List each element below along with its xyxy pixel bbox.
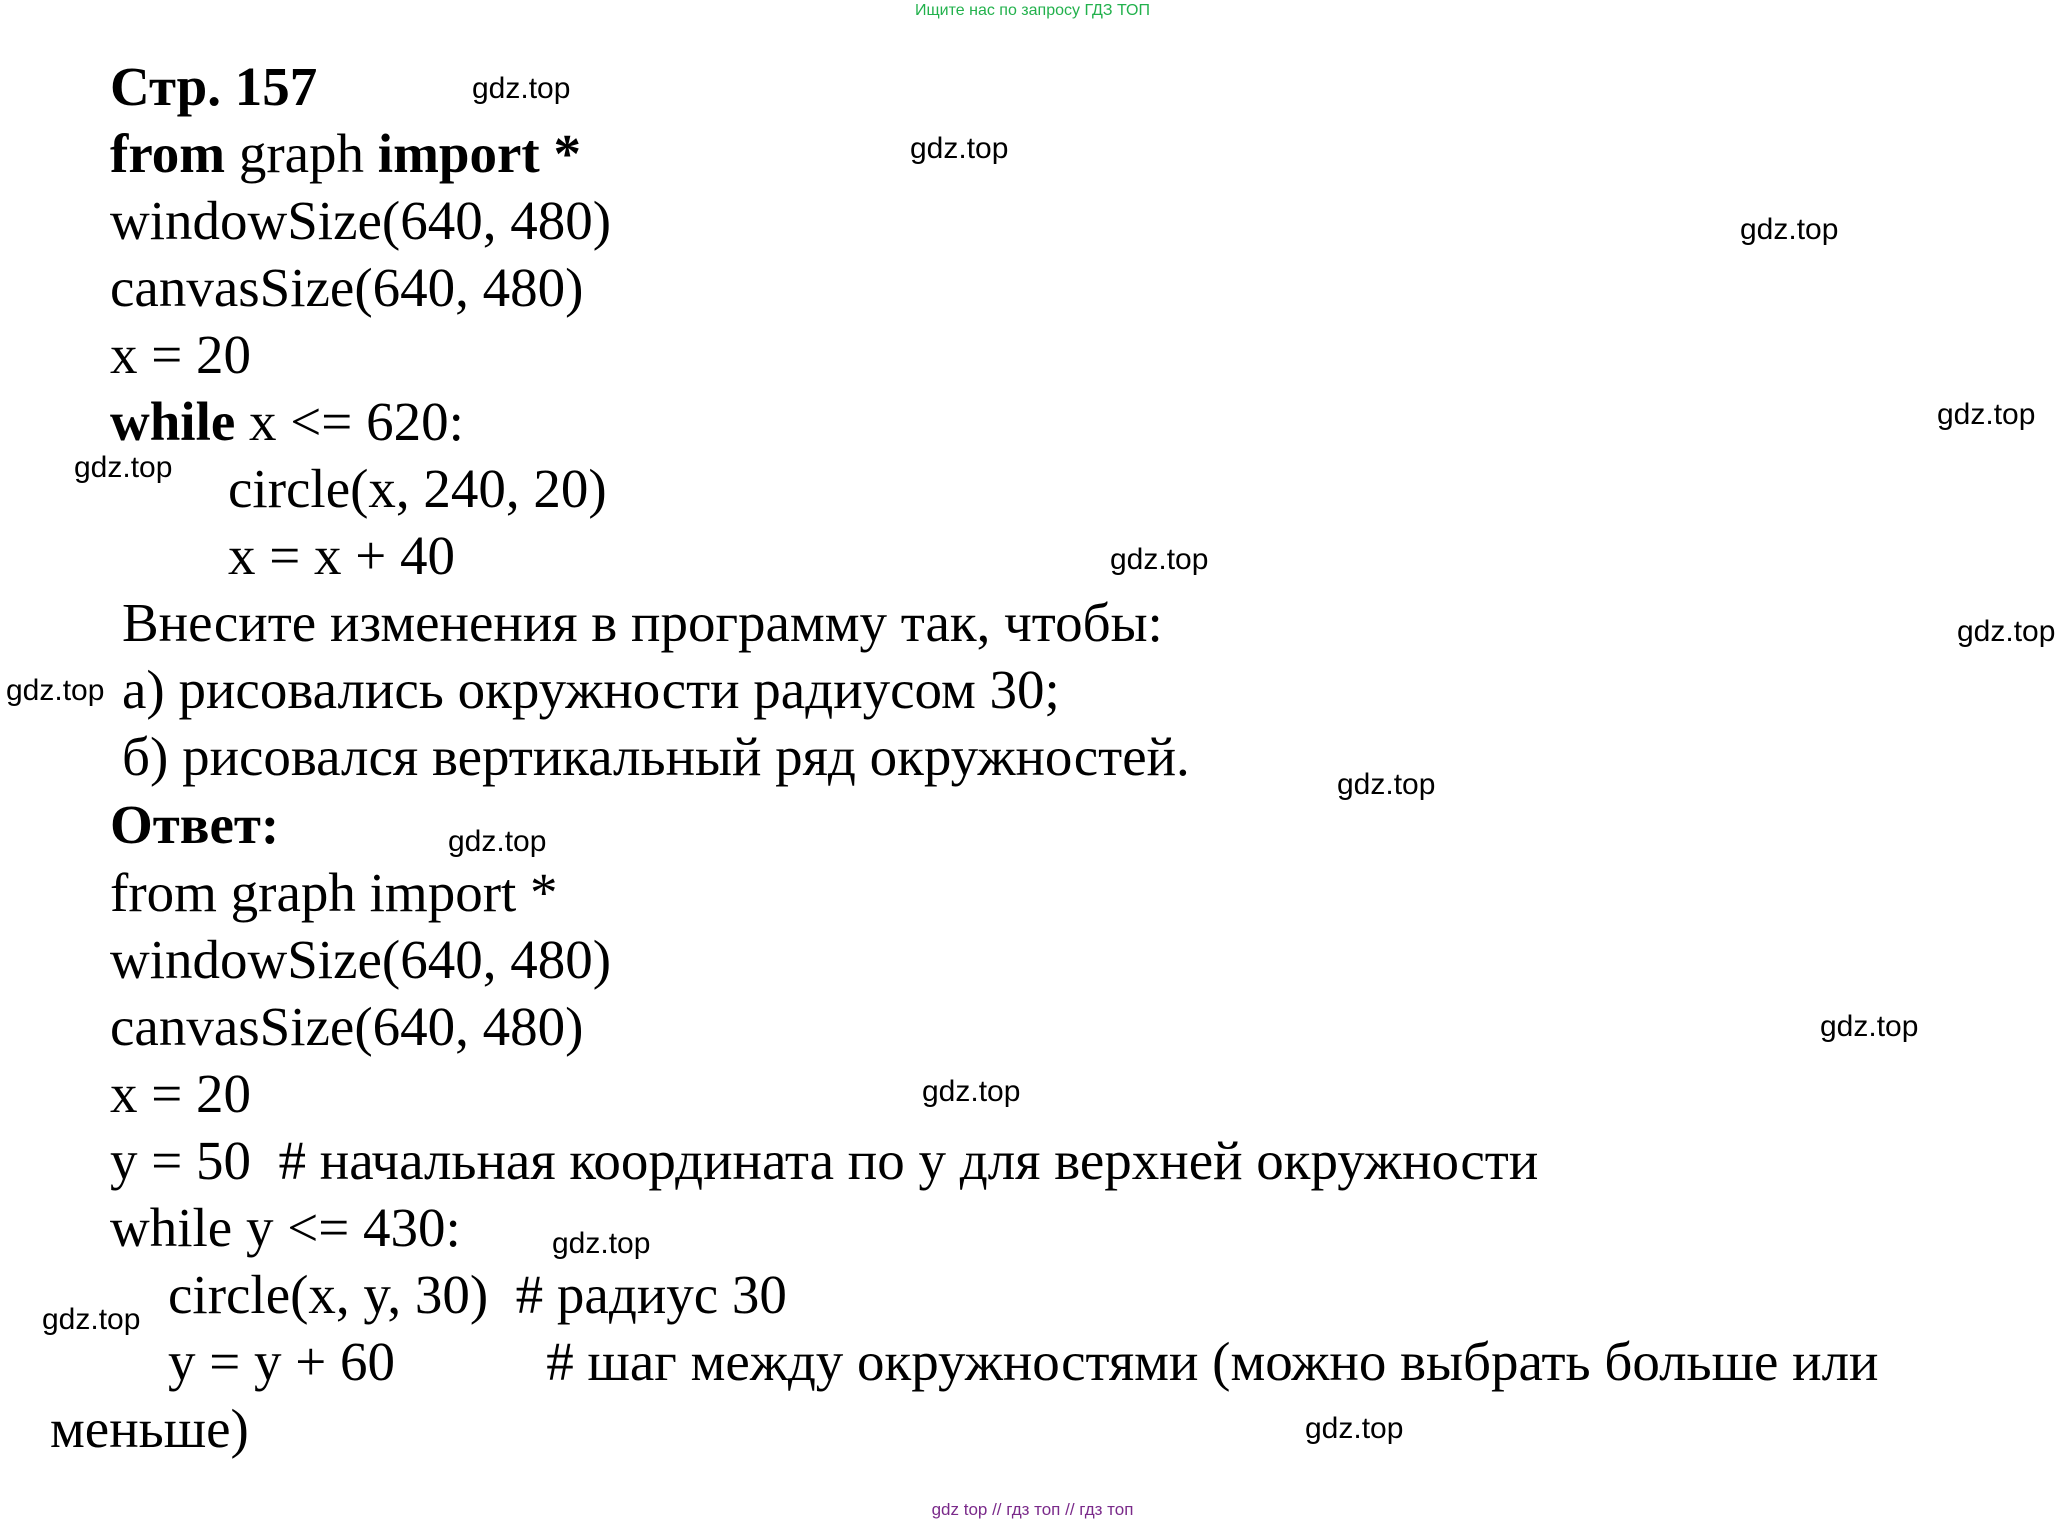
keyword-from: from bbox=[110, 123, 226, 184]
answer-line-3: canvasSize(640, 480) bbox=[110, 996, 584, 1057]
code-line-4: x = 20 bbox=[110, 324, 252, 385]
watermark: gdz.top bbox=[910, 132, 1009, 165]
watermark: gdz.top bbox=[1110, 543, 1209, 576]
watermark: gdz.top bbox=[6, 674, 105, 707]
list-item bbox=[122, 724, 1190, 790]
watermark: gdz.top bbox=[448, 825, 547, 858]
keyword-import: import * bbox=[377, 123, 581, 184]
watermark: gdz.top bbox=[42, 1303, 141, 1336]
answer-line-1: from graph import * bbox=[110, 862, 558, 923]
watermark: gdz.top bbox=[74, 451, 173, 484]
list-marker: б) bbox=[122, 726, 169, 787]
list-marker: а) bbox=[122, 659, 165, 720]
code-line-7: x = x + 40 bbox=[228, 525, 456, 586]
code-line-1 bbox=[110, 121, 581, 187]
answer-line-7: circle(x, y, 30) # радиус 30 bbox=[168, 1264, 787, 1325]
answer-line-2: windowSize(640, 480) bbox=[110, 929, 612, 990]
answer-line-8: y = y + 60 # шаг между окружностями (можно выбрать больше или bbox=[168, 1331, 1879, 1392]
code-line-2: windowSize(640, 480) bbox=[110, 190, 612, 251]
answer-heading: Ответ: bbox=[110, 794, 280, 855]
keyword-while: while bbox=[110, 391, 236, 452]
watermark: gdz.top bbox=[472, 72, 571, 105]
watermark: gdz.top bbox=[922, 1075, 1021, 1108]
top-banner: Ищите нас по запросу ГДЗ ТОП bbox=[915, 2, 1150, 19]
code-line-5 bbox=[110, 389, 464, 455]
code-text: graph bbox=[225, 123, 378, 184]
watermark: gdz.top bbox=[552, 1227, 651, 1260]
watermark: gdz.top bbox=[1937, 398, 2036, 431]
page-label: Стр. 157 bbox=[110, 56, 318, 117]
watermark: gdz.top bbox=[1820, 1010, 1919, 1043]
list-text: рисовались окружности радиусом 30; bbox=[178, 659, 1060, 720]
list-item bbox=[122, 657, 1060, 723]
watermark: gdz.top bbox=[1957, 615, 2056, 648]
instruction: Внесите изменения в программу так, чтобы: bbox=[122, 592, 1163, 653]
bottom-banner: gdz top // гдз топ // гдз топ bbox=[931, 1500, 1134, 1519]
watermark: gdz.top bbox=[1740, 213, 1839, 246]
answer-line-5: y = 50 # начальная координата по y для верхней окружности bbox=[110, 1130, 1539, 1191]
code-text: x <= 620: bbox=[235, 391, 464, 452]
list-text: рисовался вертикальный ряд окружностей. bbox=[182, 726, 1190, 787]
watermark: gdz.top bbox=[1305, 1412, 1404, 1445]
code-line-3: canvasSize(640, 480) bbox=[110, 257, 584, 318]
answer-line-9: меньше) bbox=[50, 1398, 249, 1459]
answer-line-4: x = 20 bbox=[110, 1063, 252, 1124]
code-line-6: circle(x, 240, 20) bbox=[228, 458, 607, 519]
watermark: gdz.top bbox=[1337, 768, 1436, 801]
answer-line-6: while y <= 430: bbox=[110, 1197, 461, 1258]
